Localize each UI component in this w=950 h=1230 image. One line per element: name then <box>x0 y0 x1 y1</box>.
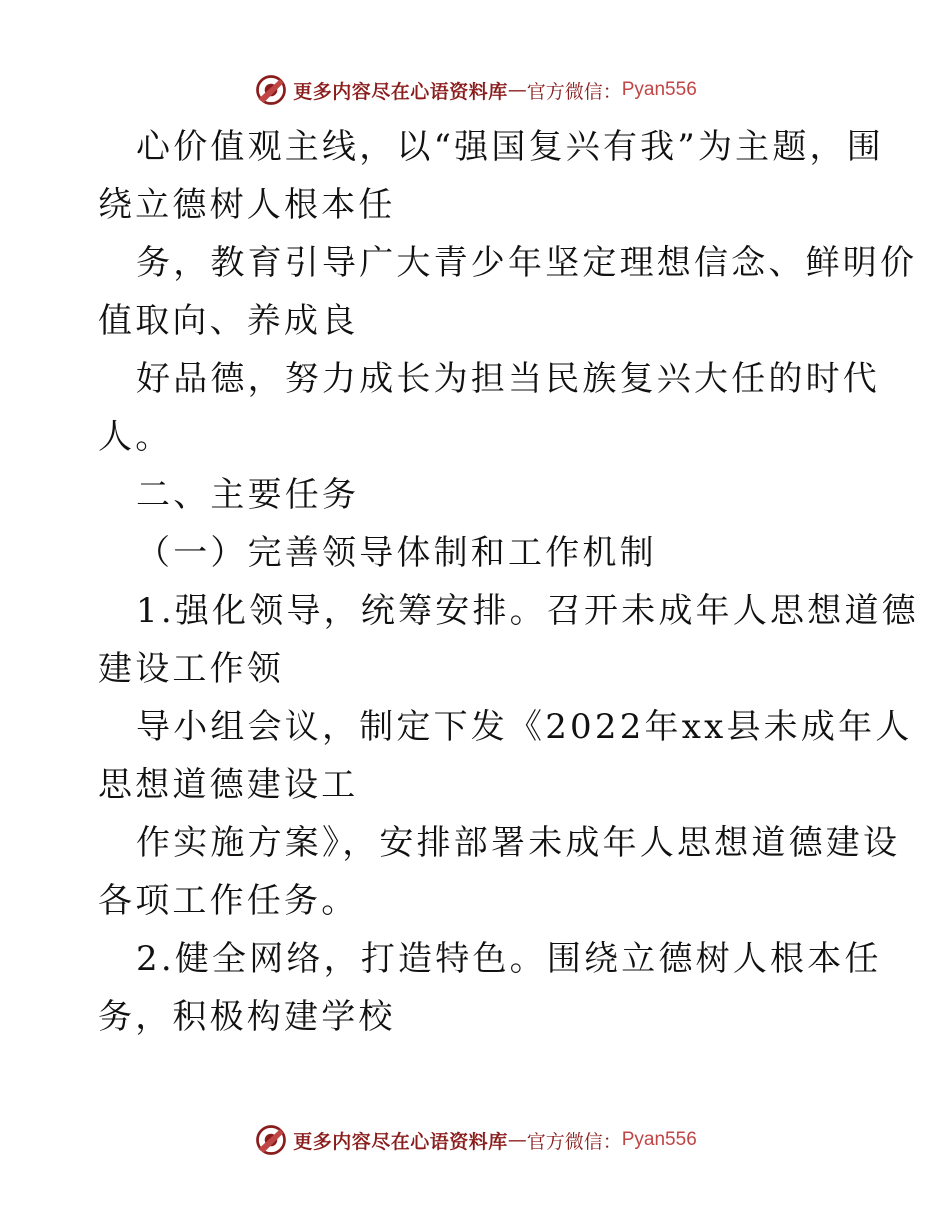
body-line: 1.强化领导，统筹安排。召开未成年人思想道德 <box>136 591 919 631</box>
footer-wechat-id: Pyan556 <box>621 1129 697 1150</box>
section-heading: 二、主要任务 <box>136 475 360 515</box>
body-line: 导小组会议，制定下发《2022年xx县未成年人 <box>136 707 913 747</box>
body-line: 作实施方案》，安排部署未成年人思想道德建设 <box>136 823 901 863</box>
subsection-heading: （一）完善领导体制和工作机制 <box>136 533 657 573</box>
body-line: 建设工作领 <box>98 649 284 689</box>
body-line: 心价值观主线，以“强国复兴有我”为主题，围 <box>136 127 884 167</box>
header-watermark <box>0 70 950 110</box>
body-line: 值取向、养成良 <box>98 301 359 341</box>
footer-brand: 更多内容尽在心语资料库 <box>293 1130 508 1153</box>
brand-logo-icon <box>253 72 289 108</box>
body-line: 思想道德建设工 <box>98 765 359 805</box>
body-line: 人。 <box>98 417 173 457</box>
footer-separator: — <box>507 1129 527 1151</box>
body-line: 务，教育引导广大青少年坚定理想信念、鲜明价 <box>136 243 918 283</box>
footer-wechat-label: 官方微信： <box>526 1130 622 1153</box>
body-line: 好品德，努力成长为担当民族复兴大任的时代 <box>136 359 880 399</box>
header-wechat-id: Pyan556 <box>621 79 697 100</box>
header-wechat-label: 官方微信： <box>526 80 622 103</box>
footer-watermark <box>0 1120 950 1160</box>
document-body <box>98 118 919 1046</box>
body-line: 绕立德树人根本任 <box>98 185 396 225</box>
body-line: 务，积极构建学校 <box>98 997 396 1037</box>
header-separator: — <box>507 79 527 101</box>
brand-logo-icon <box>253 1122 289 1158</box>
header-brand: 更多内容尽在心语资料库 <box>293 80 508 103</box>
body-line: 各项工作任务。 <box>98 881 359 921</box>
body-line: 2.健全网络，打造特色。围绕立德树人根本任 <box>136 939 882 979</box>
